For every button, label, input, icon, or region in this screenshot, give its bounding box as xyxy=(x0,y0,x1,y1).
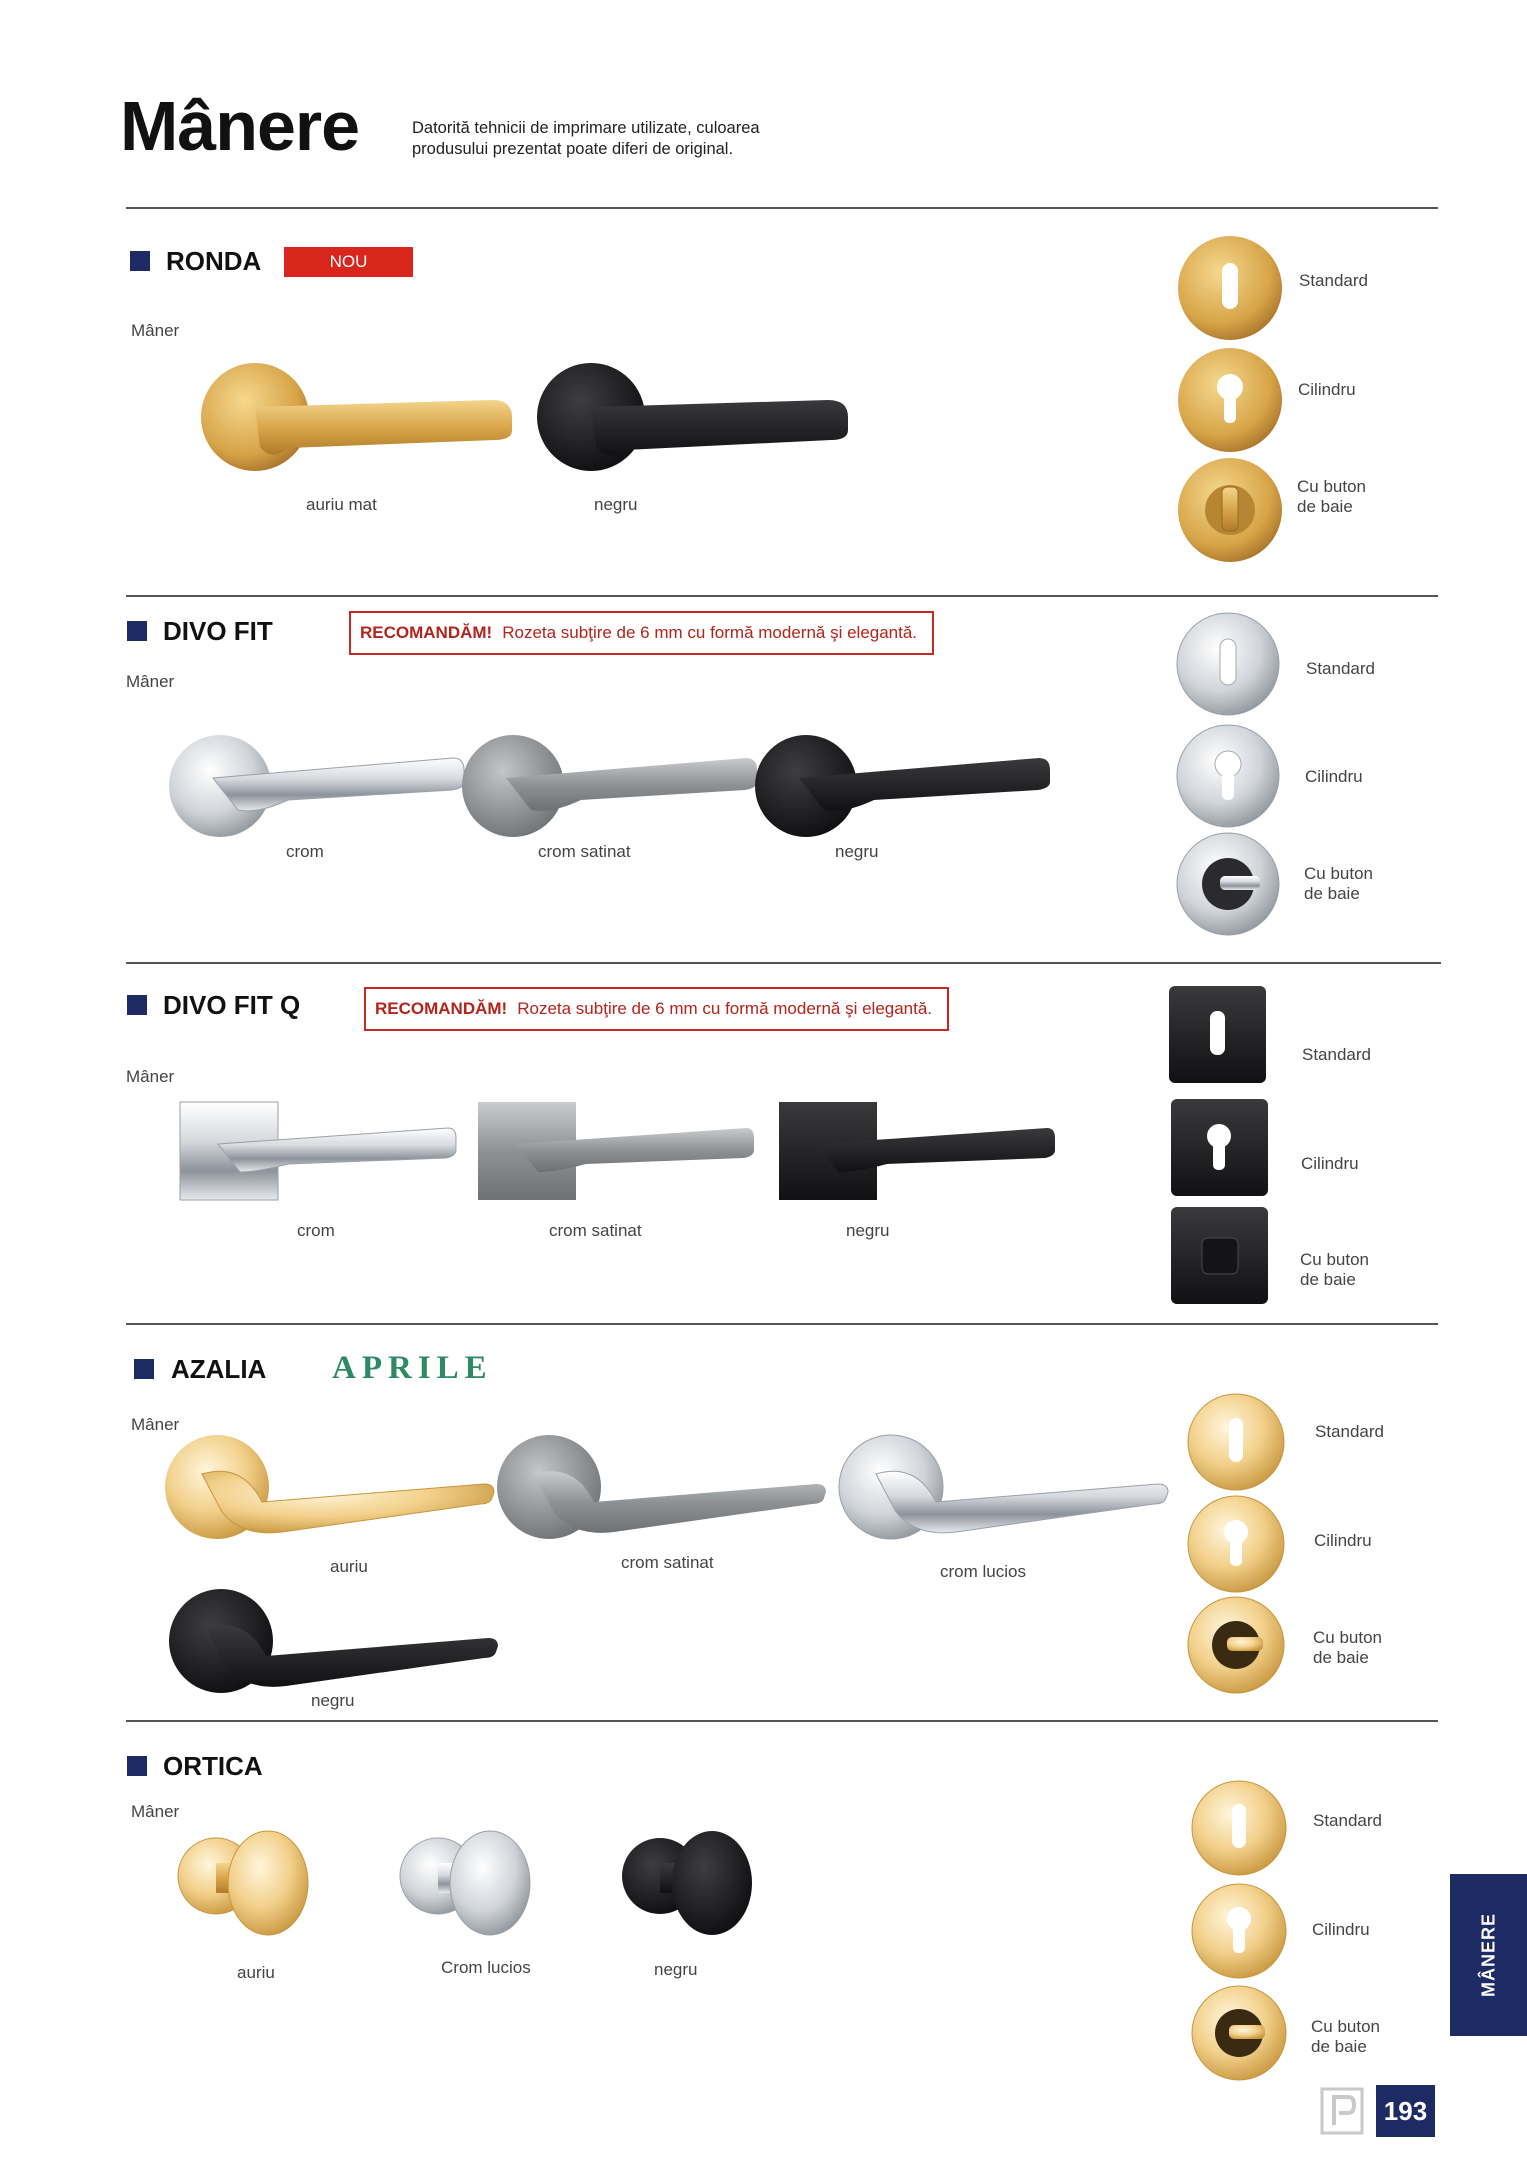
recommendation-box xyxy=(349,611,934,655)
section-side-tab xyxy=(1450,1874,1527,2036)
option-bath-button xyxy=(1297,477,1366,517)
new-badge: NOU xyxy=(284,247,413,277)
rosette-cylinder-chrome xyxy=(1176,724,1280,828)
rosette-cylinder-gold xyxy=(1177,347,1283,453)
product-name-divo-fit-q: DIVO FIT Q xyxy=(163,990,301,1020)
divo-fit-handle-chrome xyxy=(168,734,468,844)
finish-label: crom lucios xyxy=(940,1562,1026,1581)
finish-label: negru xyxy=(311,1691,355,1710)
ortica-knob-chrome xyxy=(398,1831,533,1941)
option-cylinder: Cilindru xyxy=(1298,380,1356,399)
recommendation-text: Rozeta subţire de 6 mm cu formă modernă şi elegantă. xyxy=(517,999,933,1018)
rosette-cylinder-shiny-gold xyxy=(1187,1495,1285,1593)
finish-label: crom xyxy=(286,842,324,861)
option-bath-button xyxy=(1311,2017,1380,2057)
handle-label: Mâner xyxy=(126,1067,175,1086)
divo-fit-handle-satin xyxy=(461,734,761,844)
option-standard: Standard xyxy=(1302,1045,1371,1064)
rosette-cylinder-square-black xyxy=(1170,1098,1270,1198)
handle-label: Mâner xyxy=(131,1802,180,1821)
azalia-handle-black xyxy=(166,1586,506,1696)
rosette-standard-gold xyxy=(1177,235,1283,341)
finish-label: negru xyxy=(654,1960,698,1979)
divo-fit-handle-black xyxy=(754,734,1054,844)
rosette-standard-chrome xyxy=(1176,612,1280,716)
option-bath-line-1: Cu buton xyxy=(1304,864,1373,883)
finish-label: crom satinat xyxy=(549,1221,642,1240)
rosette-bath-button-shiny-gold xyxy=(1187,1596,1285,1694)
rosette-bath-button-shiny-gold xyxy=(1191,1985,1287,2081)
azalia-handle-chrome xyxy=(836,1432,1176,1542)
finish-label: crom satinat xyxy=(621,1553,714,1572)
azalia-handle-gold xyxy=(162,1432,502,1542)
page-title: Mânere xyxy=(120,87,360,165)
option-bath-button xyxy=(1313,1628,1382,1668)
option-bath-button xyxy=(1300,1250,1369,1290)
divider xyxy=(126,207,1438,209)
ronda-handle-gold xyxy=(200,362,520,477)
product-name-ortica: ORTICA xyxy=(163,1751,263,1781)
product-name-ronda: RONDA xyxy=(166,246,262,276)
option-bath-line-2: de baie xyxy=(1304,884,1360,903)
option-bath-line-1: Cu buton xyxy=(1297,477,1366,496)
finish-label: crom satinat xyxy=(538,842,631,861)
ortica-knob-black xyxy=(620,1831,755,1941)
divo-fit-q-handle-satin xyxy=(476,1100,756,1205)
divider xyxy=(126,595,1438,597)
rosette-bath-button-square-black xyxy=(1170,1206,1270,1306)
azalia-handle-satin xyxy=(494,1432,834,1542)
product-name-divo-fit: DIVO FIT xyxy=(163,616,273,646)
option-standard: Standard xyxy=(1299,271,1368,290)
recommendation-lead: RECOMANDĂM! xyxy=(375,999,508,1018)
rosette-standard-shiny-gold xyxy=(1187,1393,1285,1491)
option-bath-button xyxy=(1304,864,1373,904)
option-standard: Standard xyxy=(1315,1422,1384,1441)
section-marker xyxy=(130,251,150,271)
rosette-bath-button-gold xyxy=(1177,457,1283,563)
finish-label: auriu mat xyxy=(306,495,377,514)
option-bath-line-1: Cu buton xyxy=(1313,1628,1382,1647)
finish-label: Crom lucios xyxy=(441,1958,531,1977)
option-standard: Standard xyxy=(1306,659,1375,678)
option-bath-line-1: Cu buton xyxy=(1300,1250,1369,1269)
finish-label: negru xyxy=(835,842,879,861)
rosette-bath-button-chrome xyxy=(1176,832,1280,936)
divo-fit-q-handle-black xyxy=(777,1100,1057,1205)
option-bath-line-2: de baie xyxy=(1313,1648,1369,1667)
option-bath-line-2: de baie xyxy=(1297,497,1353,516)
side-tab-label: MÂNERE xyxy=(1478,1912,1498,1998)
ronda-handle-black xyxy=(536,362,856,477)
option-cylinder: Cilindru xyxy=(1301,1154,1359,1173)
product-name-azalia: AZALIA xyxy=(171,1354,267,1384)
print-disclaimer xyxy=(412,118,812,160)
divider xyxy=(126,1720,1438,1722)
ortica-knob-gold xyxy=(176,1831,311,1941)
handle-label: Mâner xyxy=(131,1415,180,1434)
divo-fit-q-handle-chrome xyxy=(178,1100,458,1205)
option-cylinder: Cilindru xyxy=(1314,1531,1372,1550)
finish-label: negru xyxy=(594,495,638,514)
brand-logo-aprile: APRILE xyxy=(332,1350,493,1386)
option-bath-line-1: Cu buton xyxy=(1311,2017,1380,2036)
disclaimer-line-1: Datorită tehnicii de imprimare utilizate, culoarea xyxy=(412,119,760,137)
disclaimer-line-2: produsului prezentat poate diferi de original. xyxy=(412,140,734,158)
handle-label: Mâner xyxy=(126,672,175,691)
option-bath-line-2: de baie xyxy=(1311,2037,1367,2056)
recommendation-lead: RECOMANDĂM! xyxy=(360,623,493,642)
option-standard: Standard xyxy=(1313,1811,1382,1830)
rosette-standard-square-black xyxy=(1168,985,1268,1085)
publisher-logo-icon xyxy=(1320,2087,1364,2135)
section-marker xyxy=(134,1359,154,1379)
finish-label: crom xyxy=(297,1221,335,1240)
recommendation-box xyxy=(364,987,949,1031)
option-cylinder: Cilindru xyxy=(1305,767,1363,786)
finish-label: auriu xyxy=(330,1557,368,1576)
finish-label: auriu xyxy=(237,1963,275,1982)
rosette-standard-shiny-gold xyxy=(1191,1780,1287,1876)
section-marker xyxy=(127,621,147,641)
page-number: 193 xyxy=(1376,2085,1435,2137)
handle-label: Mâner xyxy=(131,321,180,340)
divider xyxy=(126,962,1441,964)
rosette-cylinder-shiny-gold xyxy=(1191,1883,1287,1979)
section-marker xyxy=(127,1756,147,1776)
divider xyxy=(126,1323,1438,1325)
section-marker xyxy=(127,995,147,1015)
option-cylinder: Cilindru xyxy=(1312,1920,1370,1939)
option-bath-line-2: de baie xyxy=(1300,1270,1356,1289)
finish-label: negru xyxy=(846,1221,890,1240)
recommendation-text: Rozeta subţire de 6 mm cu formă modernă şi elegantă. xyxy=(502,623,918,642)
